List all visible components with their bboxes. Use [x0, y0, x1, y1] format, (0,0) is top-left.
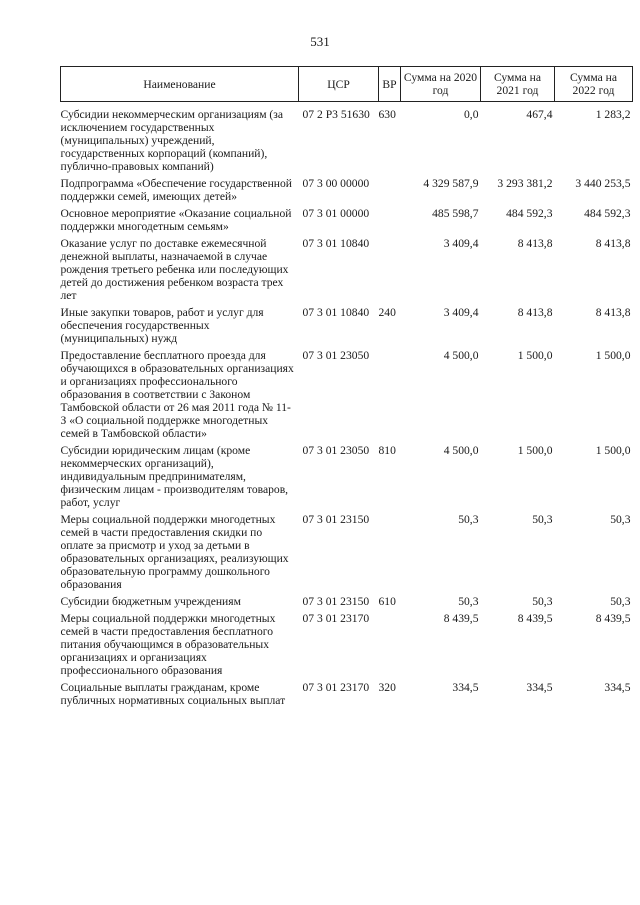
row-sum-2022: 3 440 253,5 [575, 177, 631, 190]
row-sum-2021: 50,3 [532, 513, 553, 526]
header-sum-2020: Сумма на 2020 год [401, 67, 481, 102]
row-sum-2020: 4 500,0 [443, 444, 479, 457]
row-name: Субсидии бюджетным учреждениям [60, 595, 241, 608]
page-number: 531 [310, 34, 330, 49]
row-name: Меры социальной поддержки многодетных семей в части предоставления бесплатного питания обучающимся в образовательных организациях и организациях профессионального образования [60, 612, 276, 677]
row-sum-2022: 8 413,8 [595, 237, 631, 250]
table-row [61, 207, 633, 237]
row-sum-2022: 50,3 [610, 513, 631, 526]
row-csr: 07 3 01 00000 [302, 207, 370, 220]
row-sum-2022: 1 283,2 [595, 108, 631, 121]
table-row [61, 612, 633, 681]
row-sum-2020: 4 500,0 [443, 349, 479, 362]
row-name: Оказание услуг по доставке ежемесячной денежной выплаты, назначаемой в случае рождения третьего ребенка или последующих детей до достижения ребенком возраста трех лет [60, 237, 289, 302]
row-sum-2020: 4 329 587,9 [423, 177, 479, 190]
row-csr: 07 3 01 23050 [302, 349, 370, 362]
row-sum-2022: 334,5 [604, 681, 631, 694]
row-sum-2021: 1 500,0 [517, 349, 553, 362]
row-csr: 07 2 P3 51630 [302, 108, 370, 121]
row-sum-2021: 8 439,5 [517, 612, 553, 625]
row-name: Субсидии юридическим лицам (кроме некоммерческих организаций), индивидуальным предпринимателям, физическим лицам - производителям товаров, работ, услуг [60, 444, 289, 509]
row-vr: 320 [378, 681, 396, 694]
header-sum-2021: Сумма на 2021 год [481, 67, 555, 102]
budget-table [60, 66, 633, 711]
header-name: Наименование [61, 67, 299, 102]
table-row [61, 444, 633, 513]
row-vr: 610 [378, 595, 396, 608]
row-csr: 07 3 01 23050 [302, 444, 370, 457]
table-row [61, 306, 633, 349]
table-row [61, 513, 633, 595]
row-csr: 07 3 00 00000 [302, 177, 370, 190]
row-vr: 810 [378, 444, 396, 457]
row-name: Субсидии некоммерческим организациям (за исключением государственных (муниципальных) учреждений, государственных корпораций (компаний), публично-правовых компаний) [60, 108, 284, 173]
row-sum-2021: 467,4 [526, 108, 553, 121]
table-row [61, 349, 633, 444]
row-vr [379, 513, 401, 595]
row-sum-2021: 3 293 381,2 [497, 177, 553, 190]
row-vr: 630 [378, 108, 396, 121]
header-sum-2022: Сумма на 2022 год [555, 67, 633, 102]
row-sum-2022: 8 439,5 [595, 612, 631, 625]
row-sum-2021: 484 592,3 [506, 207, 553, 220]
row-vr [379, 237, 401, 306]
row-csr: 07 3 01 23150 [302, 595, 370, 608]
row-name: Меры социальной поддержки многодетных семей в части предоставления скидки по оплате за присмотр и уход за детьми в образовательных организациях, реализующих образовательную программу дошкольного образования [60, 513, 289, 591]
row-sum-2020: 334,5 [452, 681, 479, 694]
row-csr: 07 3 01 23170 [302, 612, 370, 625]
row-sum-2021: 50,3 [532, 595, 553, 608]
row-sum-2020: 3 409,4 [443, 237, 479, 250]
header-csr: ЦСР [299, 67, 379, 102]
row-sum-2020: 8 439,5 [443, 612, 479, 625]
budget-table-container [60, 66, 632, 711]
row-name: Социальные выплаты гражданам, кроме публичных нормативных социальных выплат [60, 681, 286, 707]
row-sum-2022: 1 500,0 [595, 349, 631, 362]
row-sum-2020: 0,0 [464, 108, 479, 121]
header-vr: ВР [379, 67, 401, 102]
row-sum-2022: 8 413,8 [595, 306, 631, 319]
row-vr [379, 612, 401, 681]
row-csr: 07 3 01 10840 [302, 237, 370, 250]
row-vr: 240 [378, 306, 396, 319]
row-csr: 07 3 01 23150 [302, 513, 370, 526]
row-sum-2020: 3 409,4 [443, 306, 479, 319]
row-vr [379, 177, 401, 207]
table-header [61, 67, 633, 102]
row-sum-2021: 334,5 [526, 681, 553, 694]
row-sum-2021: 8 413,8 [517, 237, 553, 250]
row-sum-2021: 1 500,0 [517, 444, 553, 457]
table-row [61, 681, 633, 711]
row-csr: 07 3 01 10840 [302, 306, 370, 319]
row-name: Иные закупки товаров, работ и услуг для обеспечения государственных (муниципальных) нужд [60, 306, 264, 345]
row-sum-2020: 50,3 [458, 513, 479, 526]
table-body [61, 102, 633, 712]
header-row [61, 67, 633, 102]
row-csr: 07 3 01 23170 [302, 681, 370, 694]
row-vr [379, 349, 401, 444]
row-sum-2020: 485 598,7 [432, 207, 479, 220]
row-sum-2022: 50,3 [610, 595, 631, 608]
table-row [61, 177, 633, 207]
row-sum-2020: 50,3 [458, 595, 479, 608]
table-row [61, 595, 633, 612]
row-vr [379, 207, 401, 237]
table-row [61, 108, 633, 177]
row-sum-2021: 8 413,8 [517, 306, 553, 319]
row-sum-2022: 484 592,3 [584, 207, 631, 220]
row-sum-2022: 1 500,0 [595, 444, 631, 457]
table-row [61, 237, 633, 306]
row-name: Подпрограмма «Обеспечение государственной поддержки семей, имеющих детей» [60, 177, 292, 203]
row-name: Основное мероприятие «Оказание социальной поддержки многодетным семьям» [60, 207, 292, 233]
row-name: Предоставление бесплатного проезда для обучающихся в образовательных организациях и организациях профессионального образования в соответствии с Законом Тамбовской области от 26 мая 2011 года № 11-З «О социальной поддержке многодетных семей в Тамбовской области» [60, 349, 294, 440]
